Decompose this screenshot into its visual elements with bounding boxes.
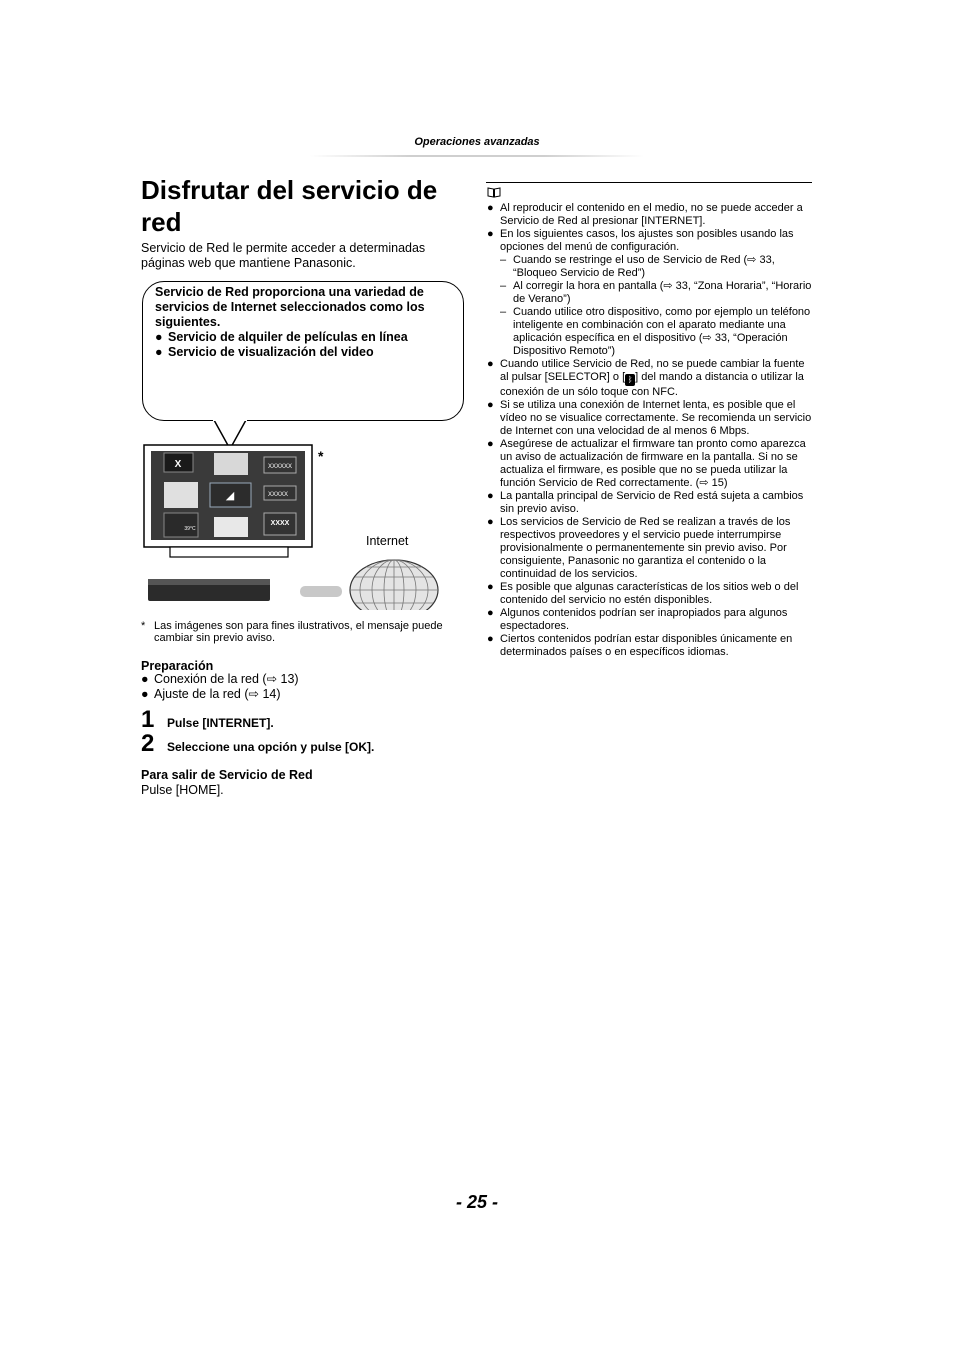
note-item	[487, 633, 812, 659]
note-text: Si se utiliza una conexión de Internet lenta, es posible que el vídeo no se visualice correctamente. Se recomienda un servicio de Internet con una velocidad de al menos 6 Mbps.	[500, 399, 812, 437]
preparation-title: Preparación	[141, 659, 214, 673]
bullet-icon: ●	[487, 438, 494, 450]
globe-icon	[350, 560, 438, 610]
menu-tile	[214, 517, 248, 537]
note-item	[487, 358, 812, 399]
bullet-icon: ●	[487, 358, 494, 370]
exit-title: Para salir de Servicio de Red	[141, 768, 313, 782]
notes-list	[487, 202, 812, 659]
bullet-icon: ●	[487, 399, 494, 411]
tile-label: XXXX	[270, 520, 290, 527]
step-number: 2	[141, 730, 155, 757]
bubble-item-video	[155, 345, 455, 360]
footnote	[141, 620, 471, 644]
list-item-label: Ajuste de la red (⇨ 14)	[154, 687, 281, 701]
network-illustration	[142, 420, 452, 610]
step-text: Seleccione una opción y pulse [OK].	[167, 740, 375, 754]
note-subitem	[487, 306, 812, 358]
note-item	[487, 516, 812, 581]
bubble-text	[155, 285, 455, 360]
note-subitem	[487, 280, 812, 306]
bullet-icon: ●	[487, 516, 494, 528]
note-item	[487, 581, 812, 607]
note-text: Cuando utilice otro dispositivo, como por ejemplo un teléfono inteligente en combinación con el aparato mediante una aplicación específica en el dispositivo (⇨ 33, “Operación Dispositivo Remoto”)	[513, 306, 811, 357]
bullet-icon: ●	[487, 607, 494, 619]
internet-label: Internet	[366, 534, 409, 548]
illustration-asterisk: *	[318, 448, 324, 464]
bubble-item-rental	[155, 330, 455, 345]
preparation-list	[141, 672, 299, 702]
page-number: - 25 -	[455, 1192, 498, 1212]
note-text: Los servicios de Servicio de Red se realizan a través de los respectivos proveedores y el servicio puede interrumpirse provisionalmente o permanentemente sin previo aviso. Por consiguiente, Panasonic no garantiza el contenido o la continuidad de los servicios.	[500, 516, 791, 580]
footnote-text: Las imágenes son para fines ilustrativos, el mensaje puede cambiar sin previo aviso.	[154, 620, 443, 644]
section-header: Operaciones avanzadas	[414, 136, 540, 148]
note-text: Ciertos contenidos podrían estar disponibles únicamente en determinados países o en específicos idiomas.	[500, 633, 793, 658]
list-item	[141, 687, 299, 702]
tile-label: XXXXX	[267, 492, 289, 498]
dash-icon: –	[500, 306, 507, 318]
exit-text: Pulse [HOME].	[141, 783, 224, 797]
bluray-logo-icon: ◢	[225, 490, 235, 502]
menu-tile	[164, 513, 198, 537]
note-text: Al corregir la hora en pantalla (⇨ 33, “Zona Horaria”, “Horario de Verano”)	[513, 280, 812, 305]
note-text: En los siguientes casos, los ajustes son posibles usando las opciones del menú de configuración.	[500, 228, 794, 253]
bullet-icon: ●	[155, 330, 163, 344]
note-subitem	[487, 254, 812, 280]
bullet-icon: ●	[487, 202, 494, 214]
menu-tile	[214, 453, 248, 475]
note-text: Al reproducir el contenido en el medio, no se puede acceder a Servicio de Red al presionar [INTERNET].	[500, 202, 803, 227]
bluetooth-icon: ᛒ	[625, 374, 635, 386]
bullet-icon: ●	[487, 581, 494, 593]
list-item-label: Conexión de la red (⇨ 13)	[154, 672, 299, 686]
step-number: 1	[141, 706, 155, 733]
bullet-icon: ●	[141, 672, 149, 686]
bubble-item-label: Servicio de alquiler de películas en línea	[168, 330, 408, 344]
note-item	[487, 202, 812, 228]
note-text: Asegúrese de actualizar el firmware tan pronto como aparezca un aviso de actualización de firmware en la pantalla. Si no se actualiza el firmware, es posible que no se pueda utilizar la función Servicio de Red correctamente. (⇨ 15)	[500, 438, 806, 489]
page-title: Disfrutar del servicio de red	[141, 175, 438, 237]
step-text: Pulse [INTERNET].	[167, 716, 274, 730]
bullet-icon: ●	[487, 633, 494, 645]
note-item	[487, 399, 812, 438]
network-cable	[300, 586, 342, 597]
bullet-icon: ●	[155, 345, 163, 359]
note-item	[487, 490, 812, 516]
bullet-icon: ●	[487, 228, 494, 240]
intro-paragraph: Servicio de Red le permite acceder a determinadas páginas web que mantiene Panasonic.	[141, 241, 426, 270]
bullet-icon: ●	[487, 490, 494, 502]
note-text: ] del mando a distancia o utilizar la conexión de un sólo toque con NFC.	[500, 371, 804, 398]
footnote-mark: *	[141, 620, 146, 632]
note-text: La pantalla principal de Servicio de Red está sujeta a cambios sin previo aviso.	[500, 490, 804, 515]
notes-book-icon	[487, 187, 501, 198]
tile-label: XXXXXX	[267, 464, 293, 470]
tile-label: X	[174, 459, 182, 470]
note-item	[487, 438, 812, 490]
tile-label: 39°C	[184, 526, 196, 532]
note-text: Algunos contenidos podrían ser inapropiados para algunos espectadores.	[500, 607, 788, 632]
bullet-icon: ●	[141, 687, 149, 701]
note-text: Cuando utilice Servicio de Red, no se puede cambiar la fuente al pulsar [SELECTOR] o [	[500, 358, 805, 383]
bubble-intro: Servicio de Red proporciona una variedad de servicios de Internet seleccionados como los siguientes.	[155, 285, 425, 329]
menu-tile	[164, 482, 198, 508]
note-text: Es posible que algunas características de los sitios web o del contenido del servicio no estén disponibles.	[500, 581, 799, 606]
list-item	[141, 672, 299, 687]
dash-icon: –	[500, 254, 507, 266]
note-text: Cuando se restringe el uso de Servicio de Red (⇨ 33, “Bloqueo Servicio de Red”)	[513, 254, 775, 279]
note-item	[487, 228, 812, 254]
note-item	[487, 607, 812, 633]
notes-divider	[486, 182, 812, 183]
header-divider	[310, 155, 644, 157]
dash-icon: –	[500, 280, 507, 292]
bubble-item-label: Servicio de visualización del video	[168, 345, 374, 359]
tv-stand	[170, 547, 288, 557]
